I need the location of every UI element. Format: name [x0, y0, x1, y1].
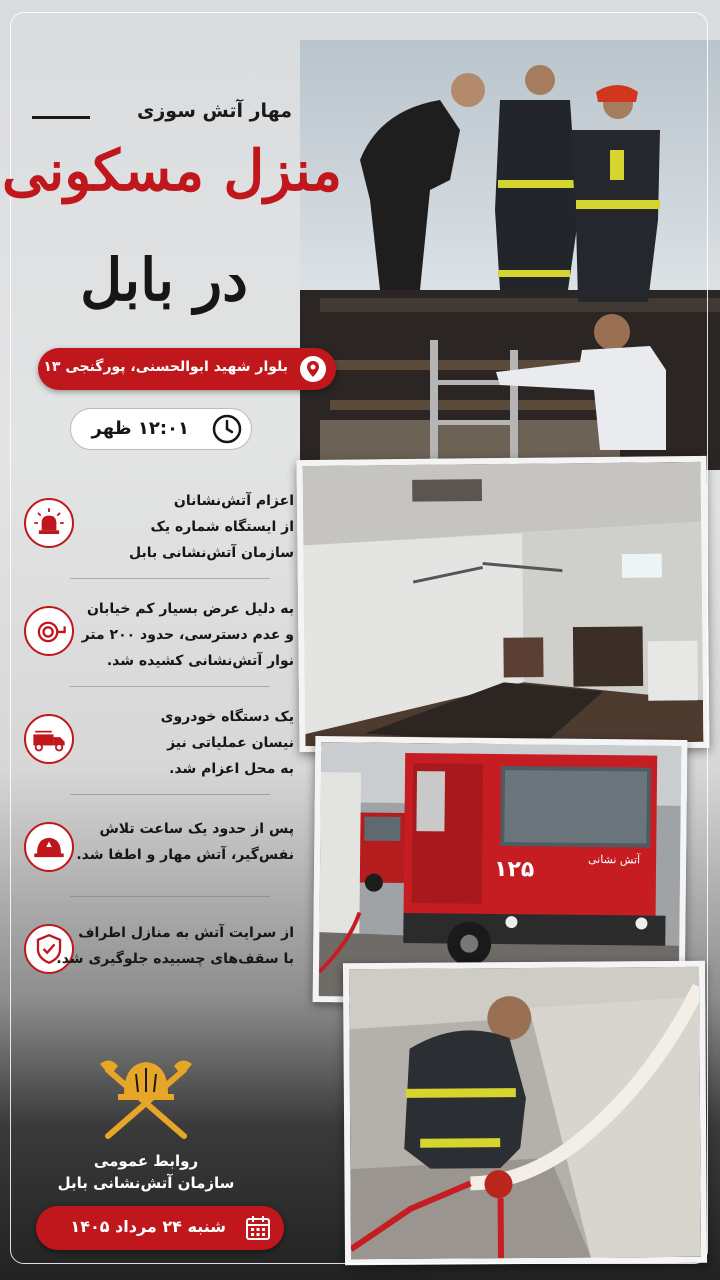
separator	[70, 578, 270, 579]
info-item-5	[22, 916, 294, 1024]
info-1-line-1: اعزام آتش‌نشانان	[173, 493, 294, 509]
separator	[70, 896, 270, 897]
info-3-line-3: به محل اعزام شد.	[169, 761, 294, 777]
info-2-line-1: به دلیل عرض بسیار کم خیابان	[86, 601, 294, 617]
org-line2: سازمان آتش‌نشانی بابل	[57, 1174, 235, 1192]
time-pill	[70, 408, 252, 450]
truck-number: ۱۲۵	[493, 856, 535, 883]
info-5-line-1: از سرایت آتش به منازل اطراف	[78, 925, 294, 941]
location-pill	[38, 348, 336, 390]
siren-icon	[24, 498, 74, 548]
info-item-3	[22, 700, 294, 808]
clock-icon	[211, 413, 243, 445]
date-text: شنبه ۲۴ مرداد ۱۴۰۵	[70, 1217, 226, 1236]
info-3-line-1: یک دستگاه خودروی	[160, 709, 294, 725]
location-text: بلوار شهید ابوالحسنی، پورگنجی ۱۳	[43, 359, 288, 375]
calendar-icon	[244, 1214, 272, 1242]
title-line2: در بابل	[80, 246, 248, 314]
info-item-2	[22, 592, 294, 700]
title-line1: منزل مسکونی	[1, 138, 342, 204]
fire-truck-icon	[24, 714, 74, 764]
info-1-line-2: از ایستگاه شماره یک	[150, 519, 294, 535]
info-5-line-2: با سقف‌های چسبیده جلوگیری شد.	[56, 951, 294, 967]
info-item-4	[22, 808, 294, 916]
info-4-line-2: نفس‌گیر، آتش مهار و اطفا شد.	[76, 847, 294, 863]
info-4-line-1: پس از حدود یک ساعت تلاش	[99, 821, 294, 837]
fire-hose-icon	[24, 606, 74, 656]
info-3-line-2: نیسان عملیاتی نیز	[167, 735, 294, 751]
info-2-line-2: و عدم دسترسی، حدود ۲۰۰ متر	[81, 627, 294, 643]
truck-label: آتش نشانی	[587, 852, 641, 867]
location-pin-icon	[300, 356, 326, 382]
subtitle-line	[32, 116, 90, 119]
info-2-line-3: نوار آتش‌نشانی کشیده شد.	[106, 653, 294, 669]
date-pill	[36, 1206, 284, 1250]
subtitle: مهار آتش سوزی	[136, 100, 292, 122]
separator	[70, 686, 270, 687]
firefighter-helmet-icon	[24, 822, 74, 872]
info-item-1	[22, 484, 294, 592]
separator	[70, 794, 270, 795]
org-line1: روابط عمومی	[93, 1152, 199, 1170]
time-text: ۱۲:۰۱ ظهر	[91, 418, 189, 439]
fire-department-emblem	[94, 1054, 198, 1140]
info-1-line-3: سازمان آتش‌نشانی بابل	[129, 545, 294, 561]
